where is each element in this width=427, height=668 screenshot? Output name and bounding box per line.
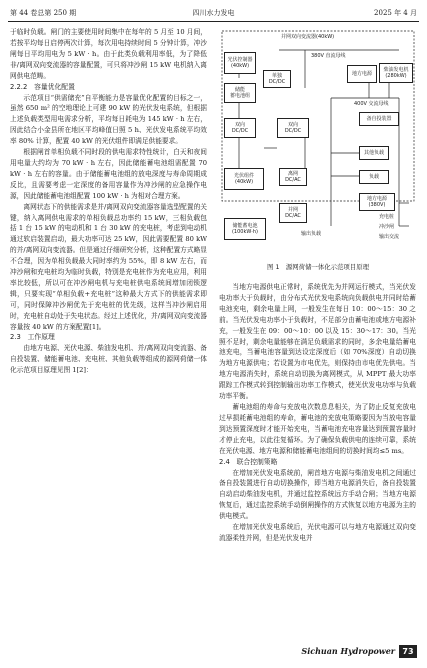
station-text: 地方电源 (380V) xyxy=(366,196,387,208)
diesel-text: 柴油发电机 (280kW) xyxy=(383,67,409,79)
page-number: 73 xyxy=(399,645,417,658)
station-box xyxy=(359,193,395,211)
footer-brand: Sichuan Hydropower xyxy=(301,646,395,656)
dcdc-1-box xyxy=(263,70,291,88)
inverter-box xyxy=(279,168,307,186)
load-out-label: 输出负载 xyxy=(301,231,322,237)
issue-date: 2025 年 4 月 xyxy=(374,9,417,17)
paragraph: 在增加光伏发电系统前，闸首地方电源与柴油发电机之间通过备自投装置进行自动切换操作，即当地方电源消失后，备自投装置自动启动柴油发电机，并通过监控系统远方手动合闸；当地方电源恢复后，通过监控系统手动倒闸操作的方式恢复以地方电源为主的供电模式。 xyxy=(219,468,416,521)
dcdc-2-box xyxy=(224,118,256,138)
transformer-box xyxy=(347,65,377,83)
dcac-box xyxy=(279,203,307,223)
switch-text: 备自投装置 xyxy=(366,116,392,122)
inverter-text: 离网 DC/AC xyxy=(285,171,301,183)
load-box xyxy=(359,170,389,184)
figure-caption: 图 1 源网荷储一体化示范项目原理 xyxy=(267,263,369,271)
battery-top-text: 储能 蓄电池组 xyxy=(229,87,250,99)
dcdc-3-box xyxy=(277,118,309,138)
paragraph: 根据闸首单相负载不同时段的供电需求特性统计，白天和夜间用电量大约均为 70 kW · h 左右，因此储能蓄电池组需配置 70 kW · h 左右的容量。由于储能蓄电池组的放电深度与寿命周期成反比，且需要考虑一定深度的备用容量作为冲沙闸的应急操作电源，因此储能蓄电池组配置 100 kW · h 为相对合理方案。 xyxy=(10,148,207,200)
other-load-text: 其他负载 xyxy=(363,150,384,156)
pv-controller-box xyxy=(224,52,256,74)
section-heading: 2.2.2 容量优化配置 xyxy=(10,82,75,91)
pv-module-text: 光伏组件 (40kW) xyxy=(233,173,254,185)
dc-bus-label: 380V 直流母线 xyxy=(311,53,346,59)
other-load-box xyxy=(359,146,389,160)
section-heading: 2.3 工作原理 xyxy=(10,333,55,342)
other-label: 输出交流 xyxy=(379,234,400,240)
battery-bottom-text: 储能蓄电池 (100kW·h) xyxy=(231,223,259,235)
paragraph: 在增加光伏发电系统后，光伏电源可以与地方电源通过双向变流器柔性并网，但是光伏发电并 xyxy=(219,523,416,542)
left-column xyxy=(10,27,207,376)
header-rule xyxy=(8,21,419,22)
sluice-label: 冲沙闸 xyxy=(379,224,395,230)
pv-module-box xyxy=(224,168,264,190)
page-footer xyxy=(300,645,417,658)
figure-1 xyxy=(219,28,417,255)
issue-info: 第 44 卷总第 250 期 xyxy=(10,9,77,17)
transformer-text: 地方电源 xyxy=(351,71,372,77)
pv-controller-text: 光伏控制器 (40kW) xyxy=(227,57,253,69)
battery-top-box xyxy=(224,83,256,103)
journal-name: 四川水力发电 xyxy=(192,9,235,17)
pv-bus-label: 并网双向变流器(40kW) xyxy=(281,34,335,40)
paragraph: 蓄电池组的寿命与充放电次数息息相关，为了防止反复充放电过早损耗蓄电池组的寿命，蓄电池的充放电策略要因为当放电容量到达预置深度时才能开始充电，当蓄电池充电容量达到预置容量时才停止充电，以此往复循环。为了确保负载供电的连续可靠，系统在光伏电源、地方电源和储能蓄电池组间的切换时间均≤5 ms。 xyxy=(219,402,416,455)
paragraph: 离网状态下的供能需求是并/离网双向变流器容量选型配置的关键，纳入离网供电需求的单相负载总功率约 15 kW，三相负载包括 1 台 15 kW 的电动机和 1 台 30 kW 的充电桩，考虑到电动机通过软启装置启动，最大功率可达 25 kW，因此需要配置 80 kW 的并/离网双向变流器。但是通过仔细研究分析，这种配置方式略显不合理，因为单相负载最大同时率约为 55%，即 8 kW 左右，而冲沙闸和充电桩均为临时负载，特别是充电桩作为充电应用，利用率比较低，所以可在冲沙闸电机与充电桩供电系统间增加闭锁逻辑，只要实现“单相负载+充电桩”这种最大方式下的供能需求即可，同时保障冲沙闸优先于充电桩的优先级，这样当冲沙闸启用时，充电桩自动处于失电状态。经过上述优化，并/离网双向变流器容量按 40 kW 的方案配置[1]。 xyxy=(10,202,207,331)
ac-bus-label: 400V 交流母线 xyxy=(354,101,389,107)
paragraph: 当地方电源供电正常时，系统优先为并网运行模式，当光伏发电功率大于负载时，由分布式光伏发电系统向负载供电并同时给蓄电池充电，剩余电量上网，一般发生在每日 10：00～15：30 之前。当光伏发电功率小于负载时，不足部分由蓄电池或地方电源补充，一般发生在 09：00～10：00 以及 15：30～17：30。当光照不足时，剩余电量能够在满足负载需求的同时，多余电量给蓄电池充电，当蓄电池容量到达设定深度后（如 70%深度）自动切换为地方电源供电；若设置为市电优先，则保持由市电优先供电。当地方电源消失时，系统自动切换为离网模式，从 MPPT 最大功率跟踪工作模式转到控制输出功率工作模式，使光伏发电功率与负载功率平衡。 xyxy=(219,283,416,401)
section-heading: 2.4 联合控制策略 xyxy=(219,457,278,466)
paragraph: 由地方电源、光伏电源、柴油发电机、并/离网双向变流器、备自投装置、储能蓄电池、充电桩、其他负载等组成的源网荷储一体化示范项目原理见图 1[2]： xyxy=(10,344,207,375)
dcac-text: 并网 DC/AC xyxy=(285,207,301,219)
switch-box xyxy=(359,112,399,126)
page-header xyxy=(8,6,419,20)
dcdc-2-text: 双向 DC/DC xyxy=(231,122,249,134)
diesel-box xyxy=(379,63,413,83)
paragraph: 于临时负载。闸门的主要使用时间集中在每年的 5 月至 10 月间，若按平均每日启停两次计算，每次用电持续时间 5 分钟计算，冲沙闸每日平均用电为 5 kW · h。由于此类负载利用率低，为了降低非/离网双向变流器的容量配置，可只将冲沙闸 15 kW 电机纳入离网供电范畴。 xyxy=(10,28,207,80)
dcdc-3-text: 双向 DC/DC xyxy=(284,122,302,134)
charger-label: 充电桩 xyxy=(379,214,395,220)
right-column xyxy=(219,282,416,544)
battery-bottom-box xyxy=(224,218,266,240)
dcdc-1-text: 单独 DC/DC xyxy=(268,73,286,85)
load-text: 负载 xyxy=(368,174,379,180)
paragraph: 示范项目“供需储充”自平衡能力是容量优化配置的目标之一，虽然 650 m² 的空地理论上可建 90 kW 的光伏发电系统，但根据上述负载类型用电需求分析，平均每日耗电为 145 kW · h 左右，因此结合小金县所在地区平均峰值日照 5 h、光伏发电系统平均效率 80% 计算，配置 40 kW 的光伏组件即满足供能要求。 xyxy=(10,93,207,146)
